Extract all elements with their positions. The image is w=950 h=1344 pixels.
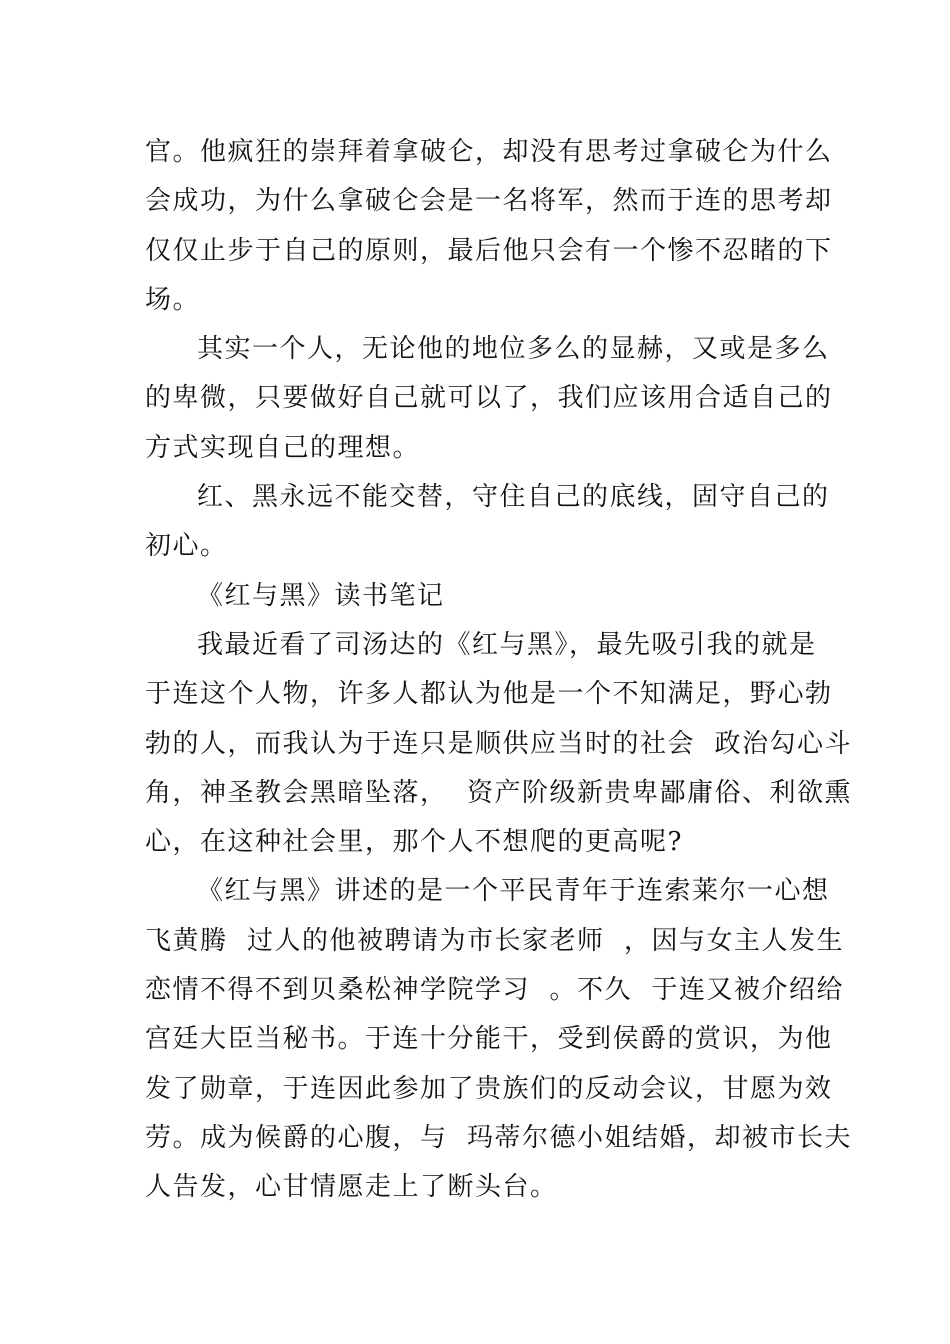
- text-line: 红、黑永远不能交替，守住自己的底线，固守自己的: [197, 482, 830, 513]
- paragraph-1: [145, 128, 833, 325]
- text-line: 其实一个人，无论他的地位多么的显赫，又或是多么: [197, 334, 830, 365]
- paragraph-2: [145, 325, 833, 473]
- section-heading: [145, 572, 815, 621]
- text-line: 恋情不得不到贝桑松神学院学习 。不久 于连又被介绍给: [145, 975, 845, 1006]
- text-line: 宫廷大臣当秘书。于连十分能干，受到侯爵的赏识，为他: [145, 1024, 833, 1055]
- paragraph-3: [145, 473, 830, 572]
- text-line: 人告发，心甘情愿走上了断头台。: [145, 1172, 558, 1203]
- text-line: 于连这个人物，许多人都认为他是一个不知满足，野心勃: [145, 679, 833, 710]
- document-body: [145, 128, 853, 1213]
- paragraph-5: [145, 621, 853, 867]
- text-line: 心，在这种社会里，那个人不想爬的更高呢?: [145, 827, 683, 858]
- heading-line: 《红与黑》读书笔记: [197, 580, 445, 611]
- text-line: 会成功，为什么拿破仑会是一名将军，然而于连的思考却: [145, 186, 833, 217]
- text-line: 发了勋章，于连因此参加了贵族们的反动会议，甘愿为效: [145, 1073, 833, 1104]
- text-line: 《红与黑》讲述的是一个平民青年于连索莱尔一心想: [197, 876, 830, 907]
- text-line: 角，神圣教会黑暗坠落， 资产阶级新贵卑鄙庸俗、利欲熏: [145, 777, 853, 808]
- text-line: 初心。: [145, 531, 228, 562]
- text-line: 场。: [145, 284, 201, 315]
- text-line: 飞黄腾 过人的他被聘请为市长家老师 ，因与女主人发生: [145, 925, 845, 956]
- text-line: 仅仅止步于自己的原则，最后他只会有一个惨不忍睹的下: [145, 235, 833, 266]
- paragraph-6: [145, 867, 853, 1212]
- text-line: 勃的人，而我认为于连只是顺供应当时的社会 政治勾心斗: [145, 728, 853, 759]
- text-line: 劳。成为候爵的心腹，与 玛蒂尔德小姐结婚，却被市长夫: [145, 1122, 853, 1153]
- text-line: 我最近看了司汤达的《红与黑》，最先吸引我的就是: [197, 629, 817, 660]
- text-line: 的卑微，只要做好自己就可以了，我们应该用合适自己的: [145, 383, 833, 414]
- text-line: 方式实现自己的理想。: [145, 432, 421, 463]
- text-line: 官。他疯狂的崇拜着拿破仑，却没有思考过拿破仑为什么: [145, 137, 833, 167]
